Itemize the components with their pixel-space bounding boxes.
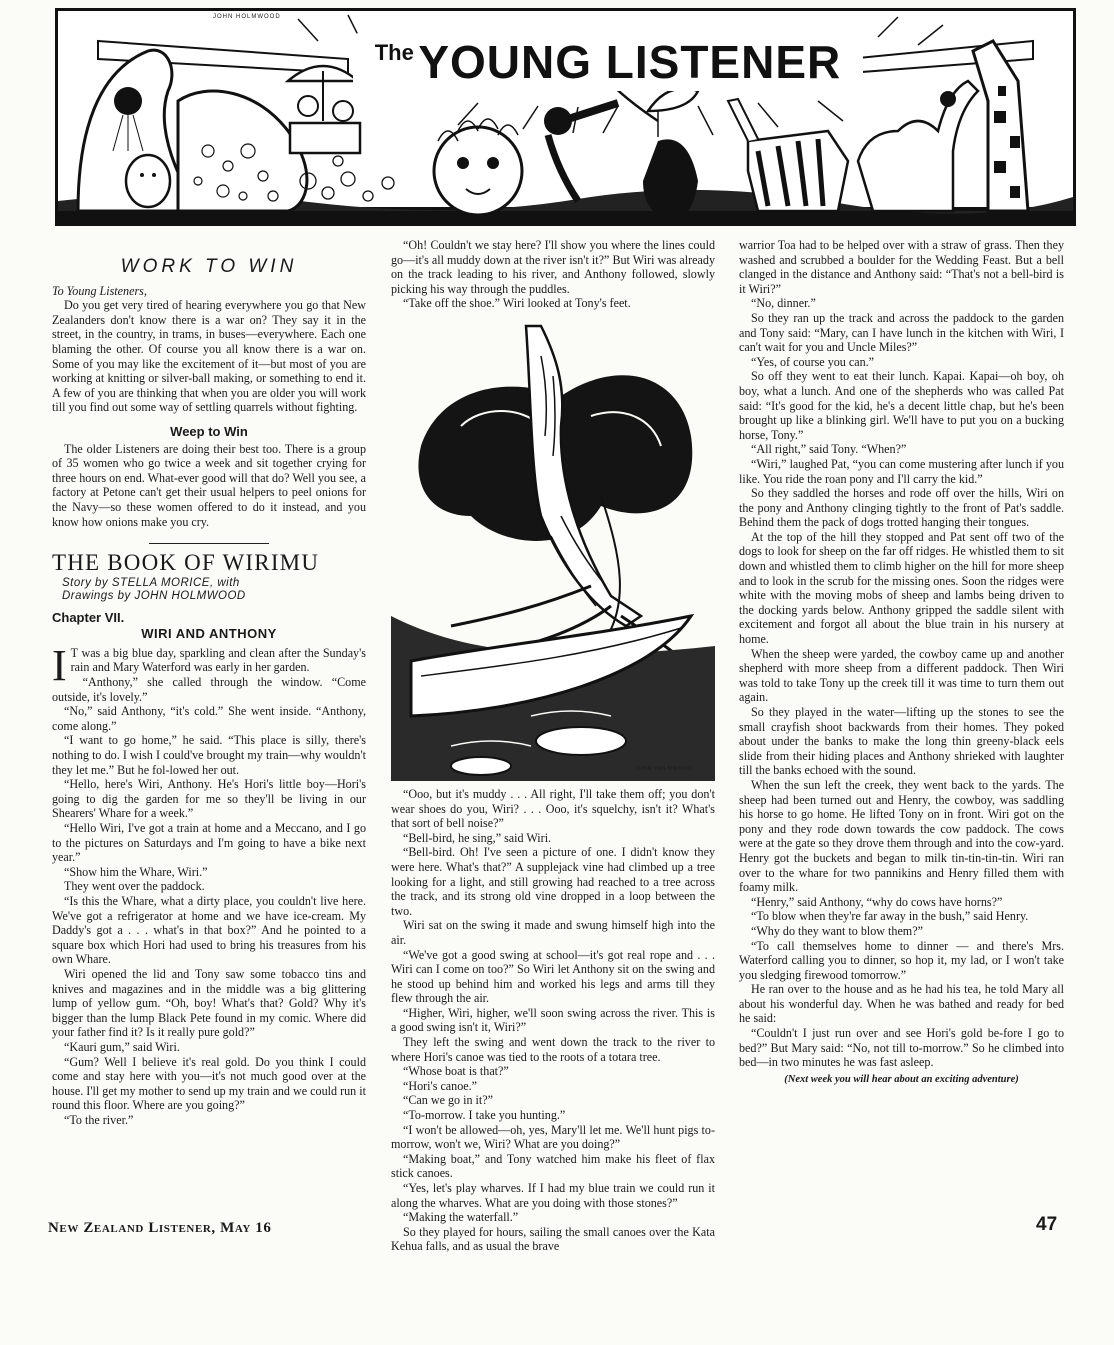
story-paragraph: “Making boat,” and Tony watched him make his fleet of flax stick canoes. (391, 1151, 715, 1181)
byline-story: Story by STELLA MORICE, with (62, 576, 240, 589)
publication-footer: New Zealand Listener, May 16 (48, 1220, 272, 1236)
banner-title-the: The (374, 40, 414, 65)
story-paragraph: “To blow when they're far away in the bush,” said Henry. (751, 909, 1029, 924)
story-title: THE BOOK OF WIRIMU (52, 550, 320, 576)
story-paragraph: Wiri opened the lid and Tony saw some tobacco tins and knives and magazines and in the middle was a big glittering lump of yellow gum. “Oh, boy! What's that? Gold? Why it's bigger than the lump Black Pete found in my comic. Where did your father find it? Is it really pure gold?” (52, 966, 366, 1040)
story-paragraph: T was a big blue day, sparkling and clean after the Sunday's rain and Mary Waterford was early in her garden. (70, 645, 366, 675)
story-paragraph: “Can we go in it?” (403, 1093, 494, 1108)
story-paragraph: “Yes, of course you can.” (751, 354, 875, 369)
tree-canoe-drawing (391, 316, 715, 781)
illustration-credit: JOHN HOLMWOOD (634, 766, 693, 773)
story-paragraph: When the sun left the creek, they went back to the yards. The sheep had been turned out and Henry, the cowboy, was saddling his horse to go home. He lifted Tony on in front. Wiri got on the pony and they rode down towards the cow paddock. The cows were at the gate so they drove them through and into the cow-yard. Henry got the buckets and began to milk tin-tin-tin-tin. Wiri ran over to the whare for two pannikins and Henry filled them with foamy milk. (739, 777, 1064, 895)
weep-to-win-heading: Weep to Win (170, 423, 248, 439)
story-paragraph: “Whose boat is that?” (403, 1064, 509, 1079)
banner-title-main: YOUNG LISTENER (418, 36, 842, 88)
story-paragraph: “Anthony,” she called through the window. “Come outside, it's lovely.” (52, 675, 366, 704)
byline-drawings: Drawings by JOHN HOLMWOOD (62, 589, 246, 602)
weep-paragraph: The older Listeners are doing their best too. There is a group of 35 women who go twice a week and sit together crying for three hours on end. What-ever good will that do? Well you see, a factory at Petone can't get their usual helpers to peel onions for the Navy—so these women offered to do it instead, and you know how onions make you cry. (52, 441, 366, 529)
story-paragraph: They left the swing and went down the track to the river to where Hori's canoe was tied to the roots of a totara tree. (391, 1035, 715, 1064)
story-paragraph: So they ran up the track and across the paddock to the garden and Tony said: “Mary, can I have lunch in the kitchen with Wiri, I can't wait for you and Uncle Miles?” (739, 310, 1064, 355)
chapter-title: WIRI AND ANTHONY (141, 626, 277, 642)
story-paragraph: “No,” said Anthony, “it's cold.” She went inside. “Anthony, come along.” (52, 704, 366, 733)
chapter-number: Chapter VII. (52, 609, 125, 625)
story-paragraph: “Yes, let's play wharves. If I had my blue train we could run it along the wharves. What are you doing with those stones?” (391, 1181, 715, 1210)
story-paragraph: “To call themselves home to dinner — and there's Mrs. Waterford calling you to dinner, so hop it, my lad, or I won't take you sledging firewood tomorrow.” (739, 938, 1064, 982)
story-paragraph: “Hello Wiri, I've got a train at home and a Meccano, and I go to the pictures on Saturdays and I'm going to have a bike next year.” (52, 821, 366, 865)
page-number: 47 (1036, 1214, 1058, 1235)
work-to-win-heading: WORK TO WIN (120, 256, 298, 277)
story-paragraph: “Is this the Whare, what a dirty place, you couldn't live here. We've got a refrigerator at home and we have ice-cream. My Daddy's got a . . . what's in that box?” And he pointed to a square box which Hori had used to bring his treasures from his own Whare. (52, 893, 366, 967)
story-paragraph: “Bell-bird. Oh! I've seen a picture of one. I didn't know they were here. What's that?” A supplejack vine had climbed up a tree looking for a light, and still growing had reached to a tree across the track, and its strong old vine dropped in a loop between the two. (391, 845, 715, 918)
story-paragraph: “Why do they want to blow them?” (751, 923, 923, 938)
story-paragraph: “Hori's canoe.” (403, 1078, 478, 1093)
story-paragraph: “Hello, here's Wiri, Anthony. He's Hori's little boy—Hori's going to dig the garden for me so they'll be living in our Shearers' Whare for a week.” (52, 777, 366, 821)
story-paragraph: “To the river.” (64, 1112, 134, 1127)
story-paragraph: “Henry,” said Anthony, “why do cows have horns?” (751, 894, 1003, 909)
story-paragraph: “All right,” said Tony. “When?” (751, 442, 907, 457)
column-1 (52, 238, 366, 1127)
story-paragraph: “I want to go home,” he said. “This place is silly, there's nothing to do. I wish I could've brought my train—why wouldn't they let me.” But he fol-lowed her out. (52, 733, 366, 777)
column-3 (739, 238, 1064, 1087)
salutation: To Young Listeners, (52, 283, 147, 298)
story-paragraph: So they played in the water—lifting up the stones to see the small crayfish shoot backwards from their homes. They poked about under the banks to make the long thin greeny-black eels slide from their hiding places and Anthony shrieked with laughter till the banks echoed with the sound. (739, 705, 1064, 778)
story-paragraph: They went over the paddock. (64, 879, 205, 894)
story-paragraph: “We've got a good swing at school—it's got real rope and . . . Wiri can I come on too?” So Wiri let Anthony sit on the swing and he stood up behind him and worked his legs and arms till they flew through the air. (391, 947, 715, 1006)
work-paragraph: Do you get very tired of hearing everywhere you go that New Zealanders don't know there is a war on? They say it in the street, in the country, in trams, in buses—everywhere. Each one blaming the other. Of course you all know there is a war on. Some of you may like the excitement of it—but most of you are working at knitting or silver-ball making, or something to end it. A few of you are thinking that when you are older you will work till you find out some way of settling quarrels without fighting. (52, 298, 366, 415)
story-paragraph: “To-morrow. I take you hunting.” (403, 1108, 566, 1123)
story-paragraph: “Take off the shoe.” Wiri looked at Tony's feet. (403, 296, 631, 311)
story-paragraph: “No, dinner.” (751, 296, 816, 311)
story-paragraph: Wiri sat on the swing it made and swung himself high into the air. (391, 918, 715, 947)
story-paragraph: “Couldn't I just run over and see Hori's gold be-fore I go to bed?” But Mary said: “No, not till to-morrow.” So he climbed into bed—in two minutes he was fast asleep. (739, 1026, 1064, 1070)
story-paragraph: So they saddled the horses and rode off over the hills, Wiri on the pony and Anthony clinging tightly to the front of Pat's saddle. Behind them the pack of dogs trotted hanging their tongues. (739, 486, 1064, 530)
drop-cap: I (52, 640, 67, 690)
story-paragraph: “Ooo, but it's muddy . . . All right, I'll take them off; you don't wear shoes do you, Wiri? . . . Ooo, it's squelchy, isn't it? What's that sort of bell noise?” (391, 786, 715, 831)
tree-river-illustration (391, 316, 715, 781)
story-paragraph: So off they went to eat their lunch. Kapai. Kapai—oh boy, oh boy, what a lunch. And one of the shepherds who was called Pat said: “It's good for the kid, he's a decent little chap, but he's been brought up like a blinking girl. We'll have to put you on a bucking horse, Tony.” (739, 369, 1064, 442)
banner-artist-credit: JOHN HOLMWOOD (213, 14, 281, 20)
story-paragraph: When the sheep were yarded, the cowboy came up and another shepherd with more sheep from a different paddock. Then Wiri was told to take Tony up the creek till it was time to turn them out again. (739, 646, 1064, 705)
column-2 (391, 238, 715, 1254)
banner-illustration (55, 8, 1076, 226)
story-paragraph: “Making the waterfall.” (403, 1210, 519, 1225)
story-paragraph: “I won't be allowed—oh, yes, Mary'll let me. We'll hunt pigs to-morrow, won't we, Wiri? What are you doing?” (391, 1122, 715, 1152)
next-week-note: (Next week you will hear about an exciting adventure) (784, 1073, 1019, 1085)
story-paragraph: “Show him the Whare, Wiri.” (64, 864, 208, 879)
banner-title (353, 33, 863, 91)
story-paragraph: “Oh! Couldn't we stay here? I'll show you where the lines could go—it's all muddy down at the river isn't it?” But Wiri was already on the track leading to his river, and Anthony followed, slowly picking his way through the puddles. (391, 238, 715, 296)
story-paragraph: “Bell-bird, he sing,” said Wiri. (403, 830, 552, 845)
story-paragraph: “Kauri gum,” said Wiri. (64, 1039, 180, 1054)
story-paragraph: So they played for hours, sailing the small canoes over the Kata Kehua falls, and as usual the brave (391, 1224, 715, 1254)
story-paragraph: warrior Toa had to be helped over with a straw of grass. Then they washed and scrubbed a boulder for the Wedding Feast. But a bell clanged in the distance and Anthony said: “That's not a bell-bird is it Wiri?” (739, 238, 1064, 296)
story-paragraph: At the top of the hill they stopped and Pat sent off two of the dogs to look for sheep on the far off ridges. He whistled them to sit down and whistled them to climb higher on the hill for more sheep and to look in the scrub for the missing ones. Soon the ridges were white with the moving mobs of sheep and lambs being driven to the docking yards below. Anthony gripped the saddle silent with excitement and forgot all about the blue train in his nursery at home. (739, 529, 1064, 647)
section-divider (149, 543, 269, 544)
story-paragraph: “Higher, Wiri, higher, we'll soon swing across the river. This is a good swing isn't it, Wiri?” (391, 1005, 715, 1035)
story-paragraph: He ran over to the house and as he had his tea, he told Mary all about his wonderful day. When he was bathed and ready for bed he said: (739, 982, 1064, 1026)
story-paragraph: “Wiri,” laughed Pat, “you can come mustering after lunch if you like. You ride the roan pony and I'll carry the kid.” (739, 456, 1064, 486)
story-paragraph: “Gum? Well I believe it's real gold. Do you think I could come and stay here with you—it's not much good over at the house. I'll get my mother to send up my train and we could run it round this floor. Where are you going?” (52, 1054, 366, 1113)
